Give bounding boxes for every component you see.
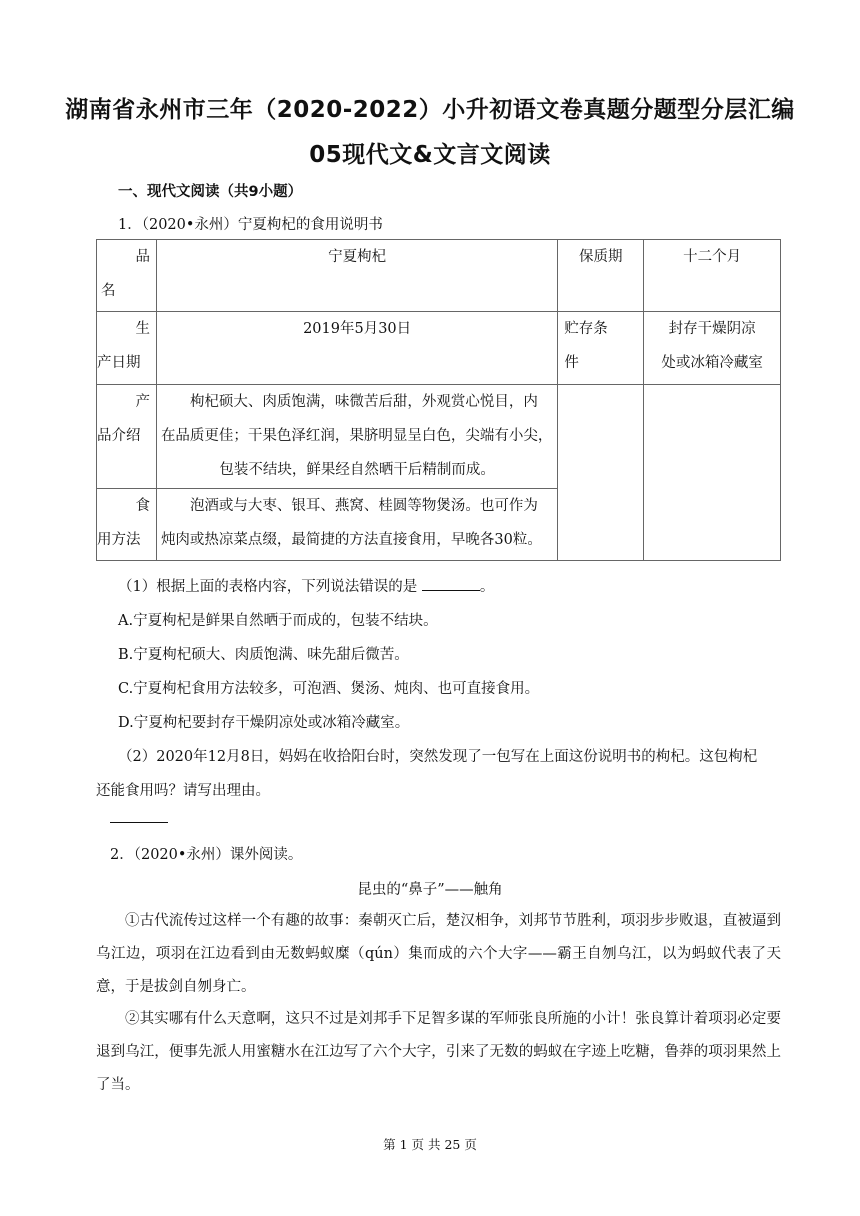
section-heading: 一、现代文阅读（共9小题）	[118, 184, 303, 200]
table-cell-empty	[644, 385, 781, 561]
table-cell-shelf-life: 十二个月	[644, 240, 781, 312]
document-title-line2: 05现代文&文言文阅读	[309, 142, 551, 168]
table-cell-production-date: 2019年5月30日	[156, 312, 557, 385]
table-cell-usage: 泡酒或与大枣、银耳、燕窝、桂圆等物煲汤。也可作为 炖肉或热凉菜点缀，最简捷的方法直接食用，早晚各30粒。	[156, 489, 557, 561]
table-row	[97, 385, 781, 489]
passage-paragraph-2: ②其实哪有什么天意啊，这只不过是刘邦手下足智多谋的军师张良所施的小计！张良算计着项羽必定要退到乌江，便事先派人用蜜糖水在江边写了六个大字，引来了无数的蚂蚁在字迹上吃糖，鲁莽的项羽果然上了当。	[96, 1011, 781, 1093]
answer-line[interactable]	[110, 822, 168, 823]
question-1-sub1: （1）根据上面的表格内容，下列说法错误的是 。	[118, 575, 494, 596]
option-b: B.宁夏枸杞硕大、肉质饱满、味先甜后微苦。	[118, 647, 409, 663]
table-cell-label: 贮存条 件	[558, 312, 644, 385]
passage-title: 昆虫的“鼻子”——触角	[357, 882, 503, 898]
option-a: A.宁夏枸杞是鲜果自然晒于而成的，包装不结块。	[118, 613, 438, 629]
question-1-sub2: （2）2020年12月8日，妈妈在收拾阳台时，突然发现了一包写在上面这份说明书的枸杞。这包枸杞	[118, 749, 758, 765]
page-footer: 第 1 页 共 25 页	[383, 1137, 477, 1152]
table-row	[97, 240, 781, 312]
table-cell-empty	[558, 385, 644, 561]
table-cell-storage: 封存干燥阴凉 处或冰箱冷藏室	[644, 312, 781, 385]
table-cell-label: 品 名	[97, 240, 157, 312]
table-cell-label: 食 用方法	[97, 489, 157, 561]
table-cell-product-intro: 枸杞硕大、肉质饱满，味微苦后甜，外观赏心悦目，内 在品质更佳；干果色泽红润，果脐明显呈白色，尖端有小尖， 包装不结块，鲜果经自然晒干后精制而成。	[156, 385, 557, 489]
question-1-sub2-continued: 还能食用吗？请写出理由。	[96, 783, 270, 799]
product-spec-table	[96, 239, 781, 561]
table-cell-product-name: 宁夏枸杞	[156, 240, 557, 312]
answer-blank[interactable]	[422, 576, 480, 591]
passage-paragraph-1: ①古代流传过这样一个有趣的故事：秦朝灭亡后，楚汉相争，刘邦节节胜利，项羽步步败退，直被逼到乌江边，项羽在江边看到由无数蚂蚁糜（qún）集而成的六个大字——霸王自刎乌江，以为蚂蚁代表了天意，于是拔剑自刎身亡。	[96, 913, 781, 995]
table-cell-label: 保质期	[558, 240, 644, 312]
table-cell-label: 产 品介绍	[97, 385, 157, 489]
option-d: D.宁夏枸杞要封存干燥阴凉处或冰箱冷藏室。	[118, 715, 410, 731]
question-1-stem: 1．（2020•永州）宁夏枸杞的食用说明书	[118, 217, 383, 233]
table-row	[97, 312, 781, 385]
option-c: C.宁夏枸杞食用方法较多，可泡酒、煲汤、炖肉、也可直接食用。	[118, 681, 540, 697]
document-title-line1: 湖南省永州市三年（2020-2022）小升初语文卷真题分题型分层汇编	[65, 97, 795, 123]
question-2-stem: 2．（2020•永州）课外阅读。	[110, 847, 303, 863]
table-cell-label: 生 产日期	[97, 312, 157, 385]
